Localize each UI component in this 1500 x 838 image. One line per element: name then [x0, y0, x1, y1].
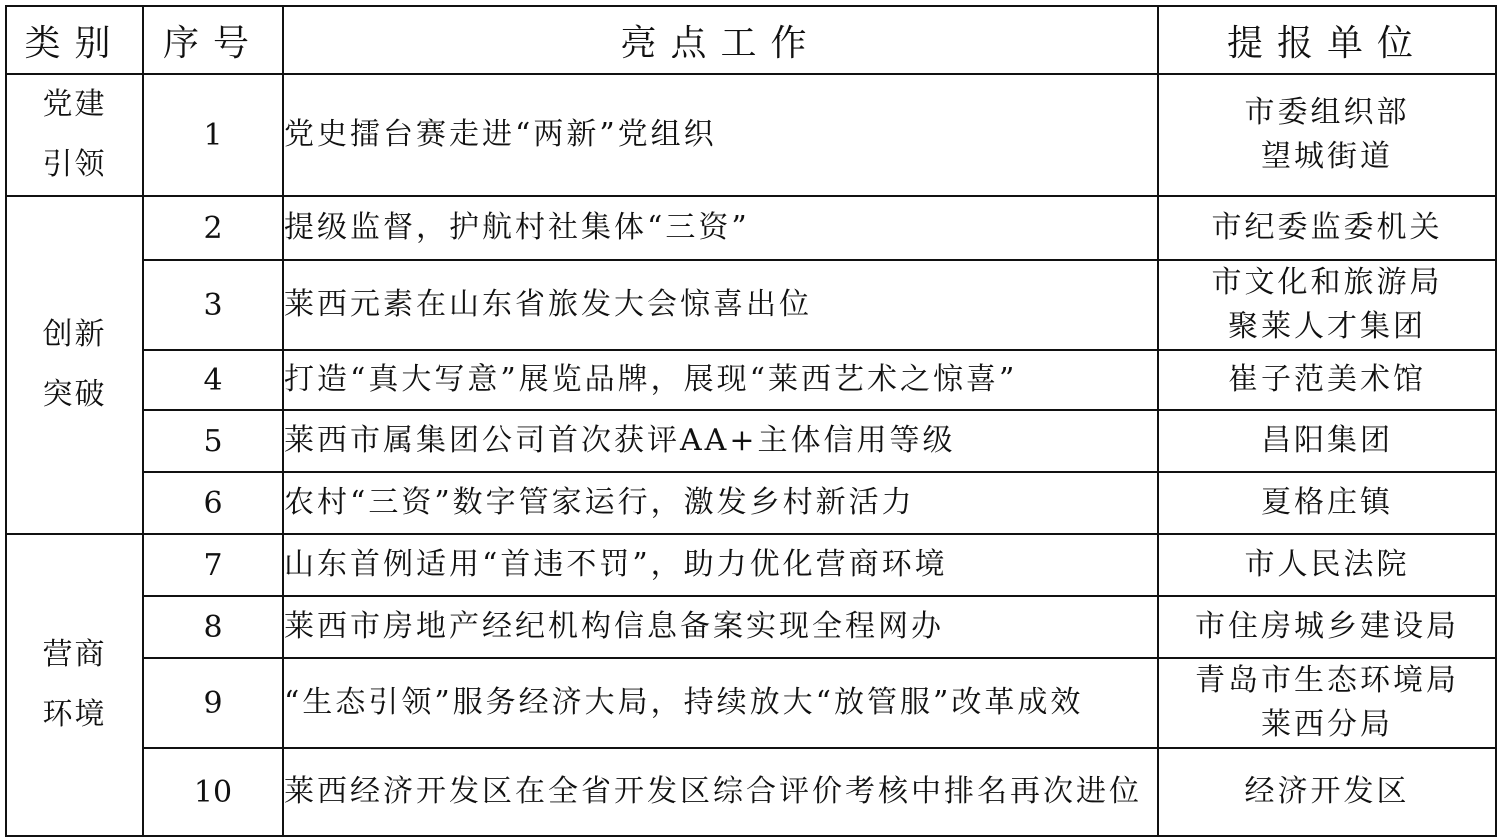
unit-line: 市委组织部 — [1244, 95, 1410, 130]
table-row — [6, 74, 1496, 196]
unit-cell — [1158, 74, 1496, 196]
unit-cell — [1158, 410, 1496, 472]
row-number: 7 — [143, 534, 283, 596]
category-line: 环境 — [42, 697, 107, 732]
work-item: “生态引领”服务经济大局，持续放大“放管服”改革成效 — [283, 658, 1158, 748]
unit-cell — [1158, 472, 1496, 534]
work-item: 莱西市房地产经纪机构信息备案实现全程网办 — [283, 596, 1158, 658]
category-cell — [6, 196, 143, 534]
unit-line: 莱西分局 — [1261, 707, 1393, 742]
category-cell — [6, 534, 143, 836]
unit-line: 市纪委监委机关 — [1211, 210, 1443, 245]
unit-cell — [1158, 196, 1496, 260]
table-row — [6, 196, 1496, 260]
table-row — [6, 410, 1496, 472]
unit-line: 崔子范美术馆 — [1228, 362, 1426, 397]
table-row — [6, 596, 1496, 658]
unit-line: 市文化和旅游局 — [1211, 265, 1443, 300]
header-category: 类别 — [6, 6, 143, 74]
work-item: 莱西经济开发区在全省开发区综合评价考核中排名再次进位 — [283, 748, 1158, 836]
unit-cell — [1158, 260, 1496, 350]
table-row — [6, 534, 1496, 596]
unit-cell — [1158, 534, 1496, 596]
row-number: 8 — [143, 596, 283, 658]
category-line: 引领 — [42, 147, 107, 182]
unit-line: 市人民法院 — [1244, 547, 1410, 582]
unit-line: 望城街道 — [1261, 139, 1393, 174]
category-line: 创新 — [42, 317, 107, 352]
unit-line: 经济开发区 — [1244, 774, 1410, 809]
category-line: 党建 — [42, 87, 107, 122]
work-item: 莱西市属集团公司首次获评AA+主体信用等级 — [283, 410, 1158, 472]
unit-line: 市住房城乡建设局 — [1195, 609, 1459, 644]
work-item: 提级监督，护航村社集体“三资” — [283, 196, 1158, 260]
row-number: 9 — [143, 658, 283, 748]
table-row — [6, 658, 1496, 748]
table-row — [6, 748, 1496, 836]
row-number: 5 — [143, 410, 283, 472]
unit-line: 夏格庄镇 — [1261, 485, 1393, 520]
unit-line: 聚莱人才集团 — [1228, 309, 1426, 344]
work-item: 农村“三资”数字管家运行，激发乡村新活力 — [283, 472, 1158, 534]
work-item: 打造“真大写意”展览品牌，展现“莱西艺术之惊喜” — [283, 350, 1158, 410]
unit-cell — [1158, 596, 1496, 658]
header-row — [6, 6, 1496, 74]
header-work: 亮点工作 — [283, 6, 1158, 74]
row-number: 4 — [143, 350, 283, 410]
unit-cell — [1158, 350, 1496, 410]
highlights-table — [5, 5, 1497, 837]
unit-cell — [1158, 748, 1496, 836]
category-cell — [6, 74, 143, 196]
table-row — [6, 472, 1496, 534]
work-item: 党史擂台赛走进“两新”党组织 — [283, 74, 1158, 196]
work-item: 山东首例适用“首违不罚”，助力优化营商环境 — [283, 534, 1158, 596]
row-number: 1 — [143, 74, 283, 196]
header-index: 序号 — [143, 6, 283, 74]
unit-line: 昌阳集团 — [1261, 423, 1393, 458]
category-line: 突破 — [42, 377, 107, 412]
row-number: 3 — [143, 260, 283, 350]
table-row — [6, 260, 1496, 350]
category-line: 营商 — [42, 637, 107, 672]
work-item: 莱西元素在山东省旅发大会惊喜出位 — [283, 260, 1158, 350]
row-number: 10 — [143, 748, 283, 836]
header-unit: 提报单位 — [1158, 6, 1496, 74]
unit-cell — [1158, 658, 1496, 748]
row-number: 6 — [143, 472, 283, 534]
unit-line: 青岛市生态环境局 — [1195, 663, 1459, 698]
table-row — [6, 350, 1496, 410]
row-number: 2 — [143, 196, 283, 260]
